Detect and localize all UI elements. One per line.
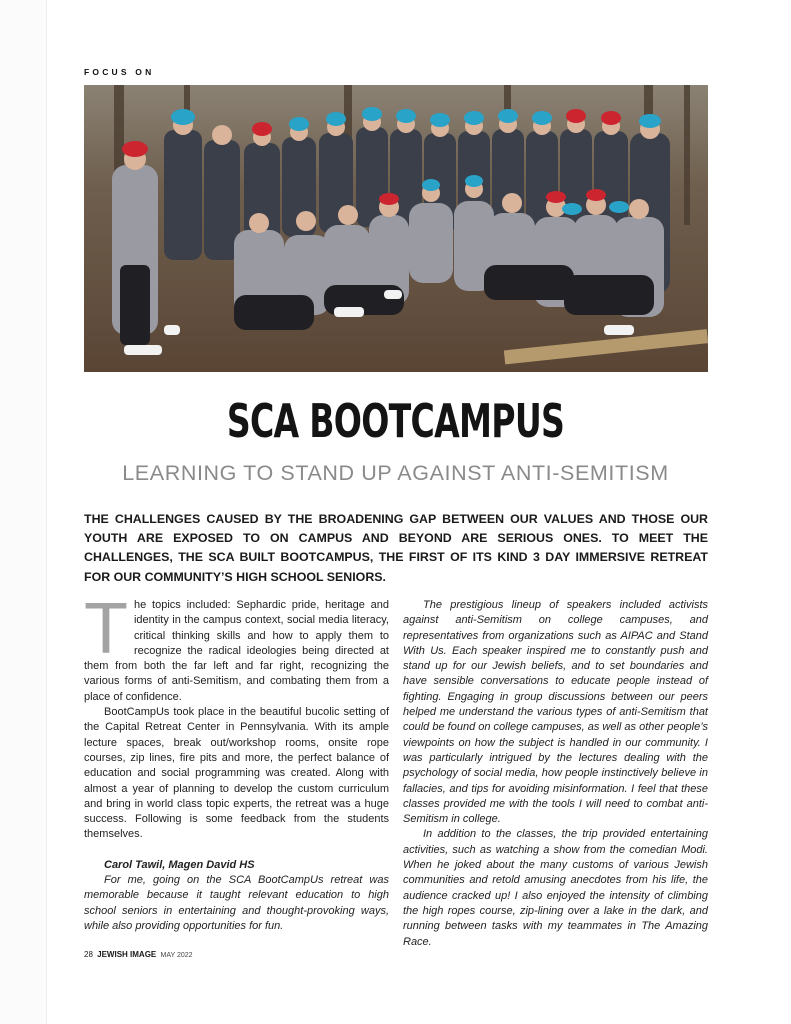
- right-column: [403, 598, 708, 950]
- body-paragraph: [84, 589, 389, 705]
- issue-date: MAY 2022: [160, 952, 193, 959]
- page-number: 28: [84, 950, 93, 959]
- section-label: FOCUS ON: [84, 67, 155, 77]
- group-photo: [84, 85, 708, 372]
- group-photo-icon: [84, 85, 708, 372]
- left-column: [84, 589, 389, 934]
- student-byline: Carol Tawil, Magen David HS: [104, 858, 255, 871]
- drop-cap: T: [84, 589, 128, 669]
- page-gutter: [0, 0, 47, 1024]
- article-headline: SCA BOOTCAMPUS: [226, 394, 565, 448]
- body-paragraph: BootCampUs took place in the beautiful bucolic setting of the Capital Retreat Center in Pennsylvania. With its ample lecture spaces, break out/workshop rooms, onsite rope courses, zip lines, fire pits and more, the perfect balance of education and social programming was created. Along with almost a year of planning to develop the custom curriculum and bring in world class topic experts, the retreat was a huge success. Following is some feedback from the students themselves.: [84, 706, 389, 841]
- student-quote: In addition to the classes, the trip provided entertaining activities, such as watching a show from the comedian Modi. When he joked about the many customs of various Jewish communities and retold amusing anecdotes from his life, the audience cracked up! I also enjoyed the intensity of climbing the high ropes course, zip-lining over a lake in the dark, and running between tasks with my teammates in The Amazing Race.: [403, 828, 708, 948]
- page-footer: [84, 950, 193, 959]
- article-intro: THE CHALLENGES CAUSED BY THE BROADENING GAP BETWEEN OUR VALUES AND THOSE OUR YOUTH ARE EXPOSED TO ON CAMPUS AND BEYOND ARE SERIOUS ONES. TO MEET THE CHALLENGES, THE SCA BUILT BOOTCAMPUS, THE FIRST OF ITS KIND 3 DAY IMMERSIVE RETREAT FOR OUR COMMUNITY’S HIGH SCHOOL SENIORS.: [84, 512, 708, 584]
- student-quote: For me, going on the SCA BootCampUs retreat was memorable because it taught relevant education to high school seniors in entertaining and thought-provoking ways, while also providing opportunities for fun.: [84, 874, 389, 932]
- publication-name: JEWISH IMAGE: [97, 950, 157, 959]
- student-quote: The prestigious lineup of speakers included activists against anti-Semitism on college campuses, and representatives from organizations such as AIPAC and Stand With Us. Each speaker inspired me to constantly push and stand up for our Jewish beliefs, and to set boundaries and have sensible conversations to educate people instead of fighting. Engaging in group discussions between our peers helped me understand the various types of anti-Semitism that could be found on college campuses, as well as other people’s viewpoints on how the subject is handled in our community. I was particularly intrigued by the lectures dealing with the psychology of social media, how people instinctively believe in fallacies, and tips for avoiding misinformation. I feel that these classes provided me with the tools I will need to combat anti-Semitism in college.: [403, 599, 708, 826]
- article-subheadline: LEARNING TO STAND UP AGAINST ANTI-SEMITISM: [122, 461, 669, 485]
- paragraph-text: he topics included: Sephardic pride, heritage and identity in the campus context, social media literacy, critical thinking skills and how to apply them to recognize the radical ideologies being directed at them from both the far left and far right, recognizing the various forms of anti-Semitism, and combating them from a place of confidence.: [84, 599, 389, 703]
